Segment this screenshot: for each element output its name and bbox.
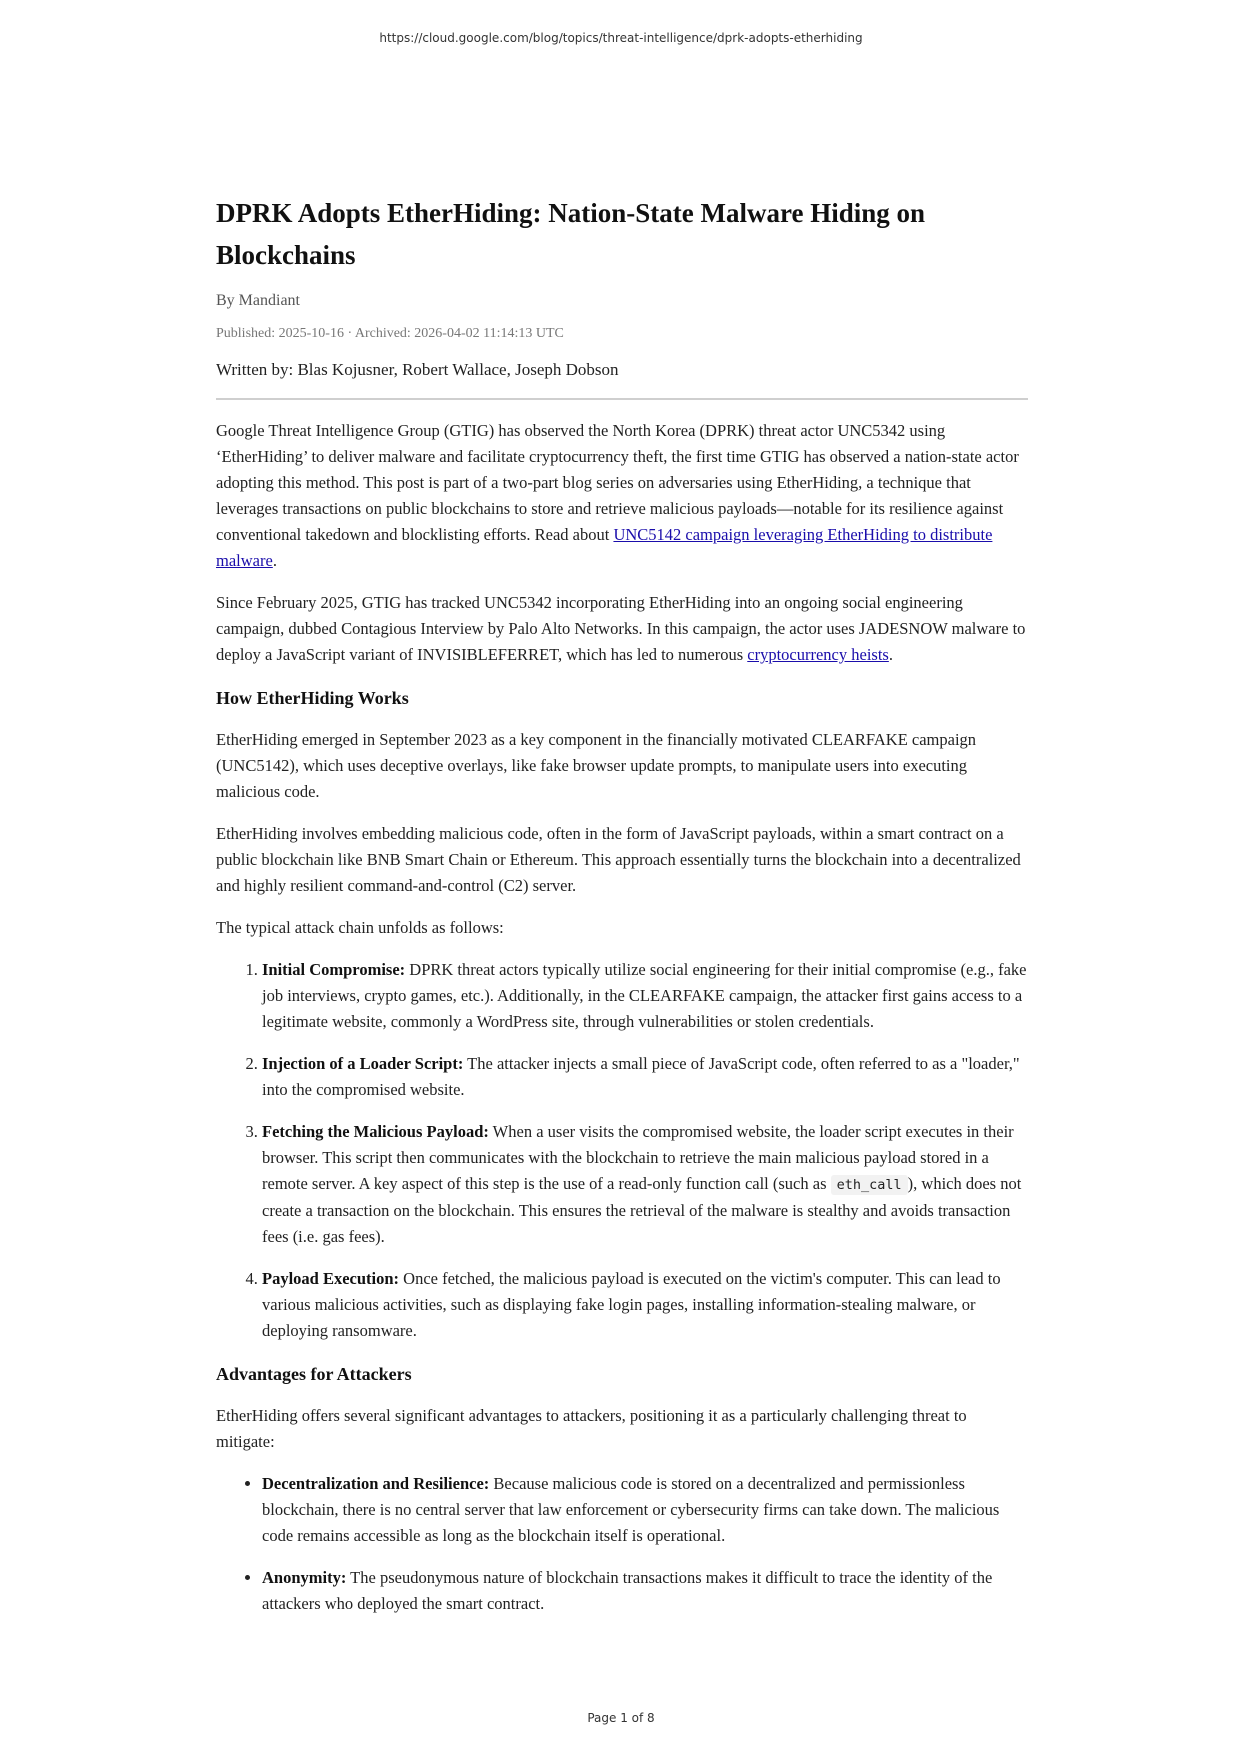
- section-heading-how-etherhiding-works: How EtherHiding Works: [216, 688, 409, 708]
- advantages-list: [216, 1471, 1028, 1617]
- list-item: [262, 1266, 1028, 1344]
- list-item: [262, 1471, 1028, 1549]
- bullet-text: The pseudonymous nature of blockchain transactions makes it difficult to trace the identity of the attackers who deployed the smart contract.: [262, 1568, 993, 1613]
- step-label: Payload Execution:: [262, 1269, 400, 1288]
- attack-chain-list: [216, 957, 1028, 1344]
- page-number: Page 1 of 8: [587, 1711, 655, 1725]
- intro-paragraph: [216, 418, 1028, 574]
- article-byline: By Mandiant: [216, 292, 300, 309]
- paragraph-2: [216, 590, 1028, 668]
- divider: [216, 398, 1028, 400]
- list-item: [262, 1051, 1028, 1103]
- list-item: [262, 1119, 1028, 1250]
- article: [216, 192, 1028, 1633]
- intro-text: Google Threat Intelligence Group (GTIG) has observed the North Korea (DPRK) threat actor UNC5342 using ‘EtherHiding’ to deliver malware and facilitate cryptocurrency theft, the first time GTIG has observed a nation-state actor adopting this method. This post is part of a two-part blog series on adversaries using EtherHiding, a technique that leverages transactions on public blockchains to store and retrieve malicious payloads—notable for its resilience against conventional takedown and blocklisting efforts. Read about: [216, 421, 1019, 544]
- article-authors: Written by: Blas Kojusner, Robert Wallace, Joseph Dobson: [216, 360, 619, 379]
- unc5142-campaign-link[interactable]: UNC5142 campaign leveraging EtherHiding to distribute malware: [216, 525, 993, 570]
- page-url-header: https://cloud.google.com/blog/topics/threat-intelligence/dprk-adopts-etherhiding: [379, 31, 863, 45]
- step-label: Fetching the Malicious Payload:: [262, 1122, 489, 1141]
- step-text: When a user visits the compromised website, the loader script executes in their browser. This script then communicates with the blockchain to retrieve the main malicious payload stored in a remote server. A key aspect of this step is the use of a read-only function call (such as: [262, 1122, 1014, 1193]
- paragraph-2-end: .: [888, 645, 893, 664]
- list-item: [262, 957, 1028, 1035]
- step-text: The attacker injects a small piece of JavaScript code, often referred to as a "loader," into the compromised website.: [262, 1054, 1020, 1099]
- section1-paragraph-3: The typical attack chain unfolds as follows:: [216, 918, 504, 937]
- step-text: Once fetched, the malicious payload is executed on the victim's computer. This can lead to various malicious activities, such as displaying fake login pages, installing information-stealing malware, or deploying ransomware.: [262, 1269, 1001, 1340]
- bullet-text: Because malicious code is stored on a decentralized and permissionless blockchain, there is no central server that law enforcement or cybersecurity firms can take down. The malicious code remains accessible as long as the blockchain itself is operational.: [262, 1474, 1000, 1545]
- article-title: DPRK Adopts EtherHiding: Nation-State Malware Hiding on Blockchains: [216, 198, 926, 270]
- step-label: Injection of a Loader Script:: [262, 1054, 464, 1073]
- section1-paragraph-1: EtherHiding emerged in September 2023 as a key component in the financially motivated CLEARFAKE campaign (UNC5142), which uses deceptive overlays, like fake browser update prompts, to manipulate users into executing malicious code.: [216, 730, 977, 801]
- bullet-label: Decentralization and Resilience:: [262, 1474, 490, 1493]
- section2-paragraph-1: EtherHiding offers several significant advantages to attackers, positioning it as a particularly challenging threat to mitigate:: [216, 1406, 967, 1451]
- step-label: Initial Compromise:: [262, 960, 406, 979]
- section-heading-advantages-for-attackers: Advantages for Attackers: [216, 1364, 412, 1384]
- eth-call-code: eth_call: [831, 1175, 908, 1195]
- bullet-label: Anonymity:: [262, 1568, 347, 1587]
- section1-paragraph-2: EtherHiding involves embedding malicious code, often in the form of JavaScript payloads, within a smart contract on a public blockchain like BNB Smart Chain or Ethereum. This approach essentially turns the blockchain into a decentralized and highly resilient command-and-control (C2) server.: [216, 824, 1021, 895]
- cryptocurrency-heists-link[interactable]: cryptocurrency heists: [747, 645, 889, 664]
- paragraph-2-text: Since February 2025, GTIG has tracked UNC5342 incorporating EtherHiding into an ongoing social engineering campaign, dubbed Contagious Interview by Palo Alto Networks. In this campaign, the actor uses JADESNOW malware to deploy a JavaScript variant of INVISIBLEFERRET, which has led to numerous: [216, 593, 1026, 664]
- article-meta: Published: 2025-10-16 · Archived: 2026-04-02 11:14:13 UTC: [216, 326, 564, 341]
- step-text-continued: ), which does not create a transaction on the blockchain. This ensures the retrieval of the malware is stealthy and avoids transaction fees (i.e. gas fees).: [262, 1174, 1022, 1246]
- step-text: DPRK threat actors typically utilize social engineering for their initial compromise (e.g., fake job interviews, crypto games, etc.). Additionally, in the CLEARFAKE campaign, the attacker first gains access to a legitimate website, commonly a WordPress site, through vulnerabilities or stolen credentials.: [262, 960, 1027, 1031]
- intro-end: .: [272, 551, 277, 570]
- list-item: [262, 1565, 1028, 1617]
